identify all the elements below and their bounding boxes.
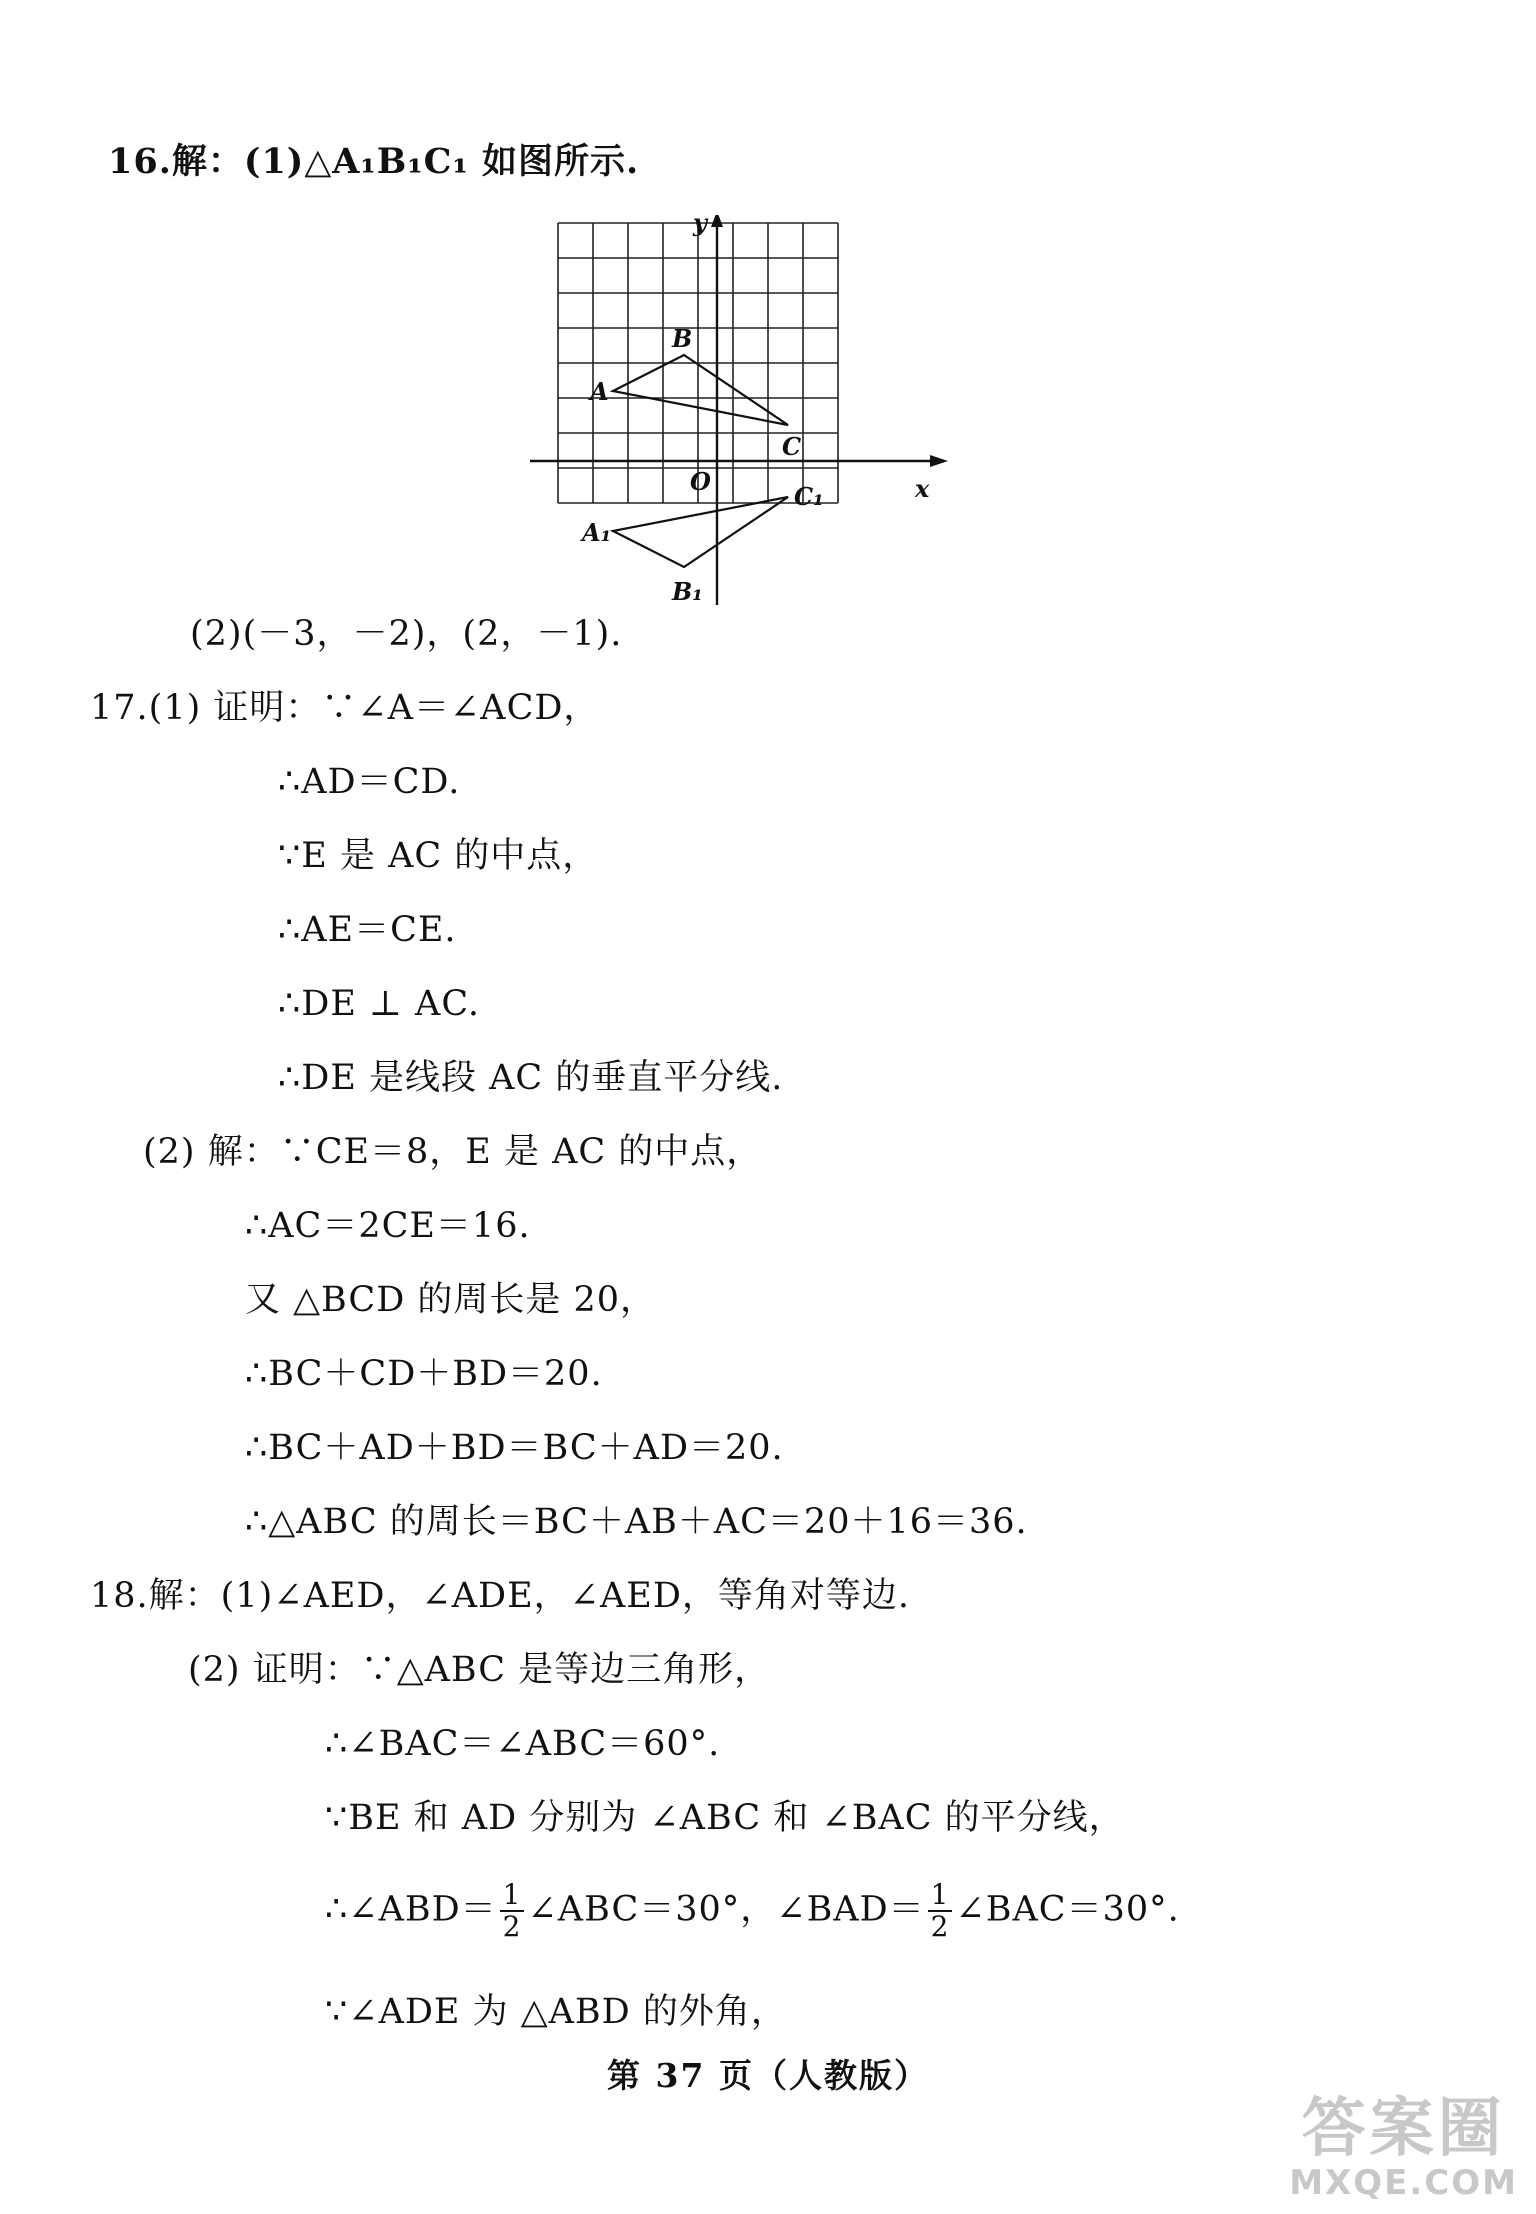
label-c1: C₁ xyxy=(794,482,824,511)
q17-line-10: ∴BC＋CD＋BD＝20. xyxy=(245,1354,603,1394)
q17-line-7: (2) 解：∵CE＝8，E 是 AC 的中点， xyxy=(143,1132,763,1172)
label-a: A xyxy=(590,377,609,406)
q18-line-5-part-a: ∴∠ABD＝ xyxy=(325,1889,497,1930)
q18-line-2: (2) 证明：∵△ABC 是等边三角形， xyxy=(188,1650,771,1690)
label-y: y xyxy=(693,215,707,237)
axes xyxy=(530,225,930,605)
label-a1: A₁ xyxy=(582,518,612,547)
q17-line-2: ∴AD＝CD. xyxy=(278,762,461,802)
q17-line-11: ∴BC＋AD＋BD＝BC＋AD＝20. xyxy=(245,1428,784,1468)
label-o: O xyxy=(690,467,711,496)
q18-line-6: ∵∠ADE 为 △ABD 的外角， xyxy=(325,1992,787,2032)
watermark xyxy=(1289,2094,1518,2202)
label-x: x xyxy=(915,474,930,503)
fraction-numerator: 1 xyxy=(500,1880,525,1912)
q18-line-1: 18.解：(1)∠AED，∠ADE，∠AED，等角对等边. xyxy=(90,1576,911,1616)
q17-line-12: ∴△ABC 的周长＝BC＋AB＋AC＝20＋16＝36. xyxy=(245,1502,1028,1542)
q18-line-5-part-c: ∠BAC＝30°. xyxy=(955,1889,1180,1930)
label-c: C xyxy=(782,432,802,461)
q17-line-1: 17.(1) 证明：∵∠A＝∠ACD， xyxy=(90,688,600,728)
fraction-numerator: 1 xyxy=(928,1880,953,1912)
triangle-a1b1c1 xyxy=(613,497,788,567)
triangle-abc xyxy=(613,355,788,425)
q17-line-4: ∴AE＝CE. xyxy=(278,910,457,950)
coordinate-diagram xyxy=(530,215,950,615)
q18-line-4: ∵BE 和 AD 分别为 ∠ABC 和 ∠BAC 的平分线， xyxy=(325,1798,1125,1838)
fraction-denominator: 2 xyxy=(930,1910,950,1943)
q16-heading: 16.解：(1)△A₁B₁C₁ 如图所示. xyxy=(108,141,640,182)
x-axis-arrow-icon xyxy=(930,455,948,467)
q16-answer-2: (2)(－3，－2)，(2，－1). xyxy=(190,614,623,654)
fraction-half xyxy=(500,1880,525,1942)
q17-line-6: ∴DE 是线段 AC 的垂直平分线. xyxy=(278,1058,784,1098)
q18-line-5 xyxy=(325,1880,1180,1942)
q17-line-5: ∴DE ⊥ AC. xyxy=(278,984,480,1024)
page-footer: 第 37 页（人教版） xyxy=(607,2056,929,2095)
q17-line-3: ∵E 是 AC 的中点， xyxy=(278,836,599,876)
watermark-url: MXQE.COM xyxy=(1289,2163,1518,2203)
q17-line-8: ∴AC＝2CE＝16. xyxy=(245,1206,531,1246)
y-axis-arrow-icon xyxy=(711,215,723,227)
fraction-half xyxy=(928,1880,953,1942)
label-b: B xyxy=(672,324,693,353)
fraction-denominator: 2 xyxy=(502,1910,522,1943)
q18-line-5-part-b: ∠ABC＝30°，∠BAD＝ xyxy=(527,1889,925,1930)
label-b1: B₁ xyxy=(672,577,703,606)
q18-line-3: ∴∠BAC＝∠ABC＝60°. xyxy=(325,1724,721,1764)
q17-line-9: 又 △BCD 的周长是 20， xyxy=(245,1280,657,1320)
watermark-logo-text: 答案圈 xyxy=(1301,2092,1506,2166)
